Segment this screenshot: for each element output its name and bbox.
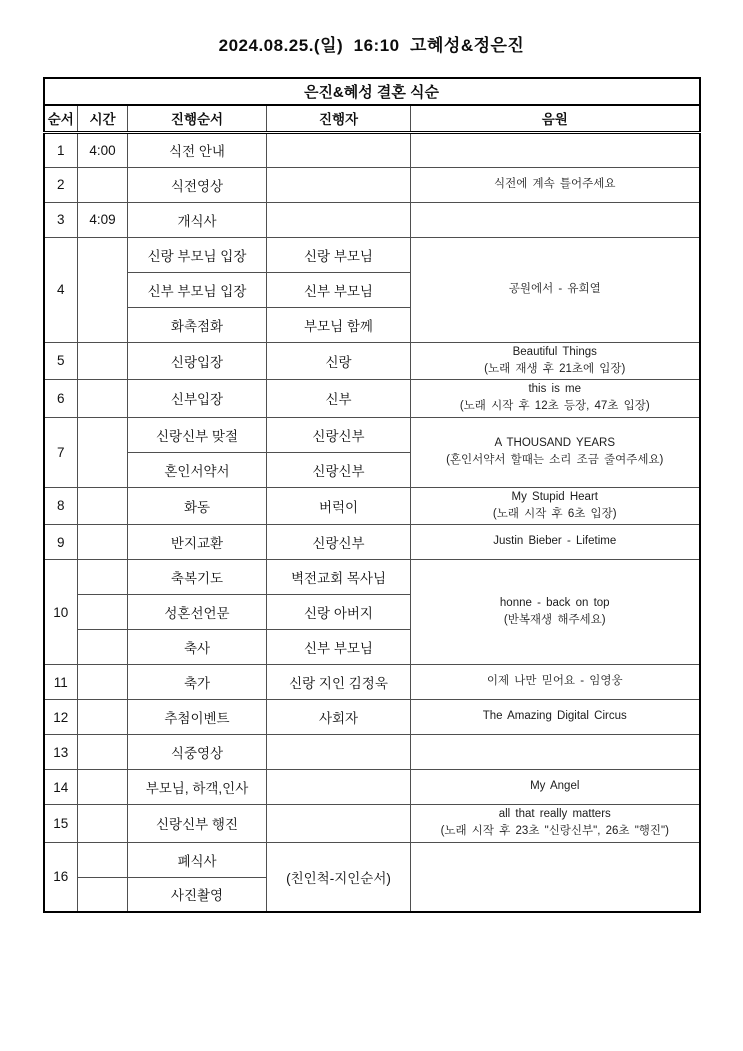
cell-item: 축가: [128, 665, 267, 700]
cell-order: 16: [44, 842, 78, 912]
cell-music: [411, 560, 700, 665]
music-line: A THOUSAND YEARS: [494, 436, 616, 449]
music-line: My Stupid Heart: [511, 490, 598, 503]
cell-time: 4:00: [78, 132, 128, 167]
table-row: [44, 487, 700, 525]
header-item: 진행순서: [128, 105, 267, 132]
cell-host: 신랑 부모님: [267, 237, 411, 272]
cell-item: 신랑 부모님 입장: [128, 237, 267, 272]
music-line: (혼인서약서 할때는 소리 조금 줄여주세요): [446, 454, 664, 466]
music-line: 이제 나만 믿어요 - 임영웅: [486, 675, 623, 688]
music-line: 식전에 계속 틀어주세요: [494, 177, 616, 190]
table-row: [44, 342, 700, 380]
music-line: My Angel: [530, 780, 580, 793]
cell-time: [78, 595, 128, 630]
cell-host: 부모님 함께: [267, 307, 411, 342]
cell-music: [411, 202, 700, 237]
cell-host: [267, 167, 411, 202]
cell-music: [411, 167, 700, 202]
table-row: [44, 842, 700, 877]
cell-host: [267, 132, 411, 167]
cell-item: 성혼선언문: [128, 595, 267, 630]
cell-host: 신랑신부: [267, 417, 411, 452]
cell-music: [411, 525, 700, 560]
music-line: Justin Bieber - Lifetime: [493, 535, 617, 548]
cell-time: [78, 380, 128, 418]
cell-music: [411, 805, 700, 843]
header-order: 순서: [44, 105, 78, 132]
cell-item: 신랑신부 맞절: [128, 417, 267, 452]
cell-music: [411, 237, 700, 342]
cell-music: [411, 417, 700, 487]
cell-order: 9: [44, 525, 78, 560]
cell-item: 폐식사: [128, 842, 267, 877]
cell-time: [78, 665, 128, 700]
cell-time: [78, 842, 128, 877]
cell-time: [78, 877, 128, 912]
cell-item: 혼인서약서: [128, 452, 267, 487]
cell-host: 신랑 지인 김정욱: [267, 665, 411, 700]
cell-order: 7: [44, 417, 78, 487]
cell-item: 개식사: [128, 202, 267, 237]
header-host: 진행자: [267, 105, 411, 132]
cell-order: 10: [44, 560, 78, 665]
cell-time: 4:09: [78, 202, 128, 237]
cell-time: [78, 630, 128, 665]
table-row: [44, 770, 700, 805]
cell-order: 1: [44, 132, 78, 167]
cell-item: 신랑신부 행진: [128, 805, 267, 843]
table-row: [44, 525, 700, 560]
cell-item: 화촉점화: [128, 307, 267, 342]
cell-host: 신랑: [267, 342, 411, 380]
table-row: [44, 237, 700, 272]
music-line: (노래 재생 후 21초에 입장): [484, 362, 626, 375]
music-line: (반복재생 해주세요): [503, 614, 606, 626]
table-row: [44, 380, 700, 418]
table-row: [44, 560, 700, 595]
cell-order: 8: [44, 487, 78, 525]
cell-item: 신부 부모님 입장: [128, 272, 267, 307]
music-line: The Amazing Digital Circus: [482, 710, 627, 723]
table-row: [44, 700, 700, 735]
cell-time: [78, 167, 128, 202]
table-title: 은진&혜성 결혼 식순: [44, 78, 700, 105]
cell-time: [78, 417, 128, 487]
cell-host: [267, 770, 411, 805]
cell-item: 사진촬영: [128, 877, 267, 912]
cell-item: 신부입장: [128, 380, 267, 418]
cell-time: [78, 700, 128, 735]
cell-time: [78, 770, 128, 805]
cell-music: [411, 842, 700, 912]
cell-time: [78, 342, 128, 380]
cell-item: 부모님, 하객,인사: [128, 770, 267, 805]
music-line: (노래 시작 후 12초 등장, 47초 입장): [459, 400, 650, 413]
cell-order: 14: [44, 770, 78, 805]
cell-music: [411, 700, 700, 735]
cell-order: 6: [44, 380, 78, 418]
cell-order: 4: [44, 237, 78, 342]
cell-item: 화동: [128, 487, 267, 525]
cell-host: 버럭이: [267, 487, 411, 525]
cell-host: 신부: [267, 380, 411, 418]
cell-item: 식전 안내: [128, 132, 267, 167]
table-row: [44, 805, 700, 843]
cell-host: 신랑신부: [267, 525, 411, 560]
music-line: honne - back on top: [499, 596, 610, 609]
cell-host: (친인척-지인순서): [267, 842, 411, 912]
table-row: [44, 202, 700, 237]
cell-time: [78, 237, 128, 342]
cell-order: 12: [44, 700, 78, 735]
header-time: 시간: [78, 105, 128, 132]
cell-music: [411, 770, 700, 805]
table-row: [44, 665, 700, 700]
music-line: 공원에서 - 유희열: [508, 282, 601, 295]
header-music: 음원: [411, 105, 700, 132]
cell-music: [411, 380, 700, 418]
table-title-row: [44, 78, 700, 105]
cell-music: [411, 487, 700, 525]
music-line: all that really matters: [498, 808, 611, 820]
cell-music: [411, 735, 700, 770]
cell-item: 축사: [128, 630, 267, 665]
cell-host: 신부 부모님: [267, 272, 411, 307]
cell-time: [78, 735, 128, 770]
wedding-program-table: [43, 77, 701, 913]
cell-host: 신랑신부: [267, 452, 411, 487]
cell-host: 신부 부모님: [267, 630, 411, 665]
table-row: [44, 132, 700, 167]
cell-host: [267, 805, 411, 843]
cell-music: [411, 342, 700, 380]
table-row: [44, 417, 700, 452]
cell-host: 벽전교회 목사님: [267, 560, 411, 595]
cell-item: 추첨이벤트: [128, 700, 267, 735]
cell-host: [267, 202, 411, 237]
table-row: [44, 167, 700, 202]
table-header-row: [44, 105, 700, 132]
cell-item: 축복기도: [128, 560, 267, 595]
music-line: Beautiful Things: [512, 345, 597, 358]
cell-music: [411, 132, 700, 167]
cell-order: 5: [44, 342, 78, 380]
cell-item: 반지교환: [128, 525, 267, 560]
cell-time: [78, 525, 128, 560]
cell-order: 15: [44, 805, 78, 843]
cell-item: 식중영상: [128, 735, 267, 770]
cell-item: 식전영상: [128, 167, 267, 202]
cell-item: 신랑입장: [128, 342, 267, 380]
cell-time: [78, 805, 128, 843]
cell-host: [267, 735, 411, 770]
cell-host: 신랑 아버지: [267, 595, 411, 630]
cell-order: 11: [44, 665, 78, 700]
cell-order: 2: [44, 167, 78, 202]
table-row: [44, 735, 700, 770]
cell-order: 13: [44, 735, 78, 770]
cell-time: [78, 560, 128, 595]
music-line: this is me: [528, 383, 582, 395]
music-line: (노래 시작 후 6초 입장): [492, 507, 617, 520]
cell-time: [78, 487, 128, 525]
cell-music: [411, 665, 700, 700]
page-title: 2024.08.25.(일) 16:10 고혜성&정은진: [218, 36, 525, 55]
cell-host: 사회자: [267, 700, 411, 735]
music-line: (노래 시작 후 23초 "신랑신부", 26초 "행진"): [440, 825, 669, 838]
cell-order: 3: [44, 202, 78, 237]
